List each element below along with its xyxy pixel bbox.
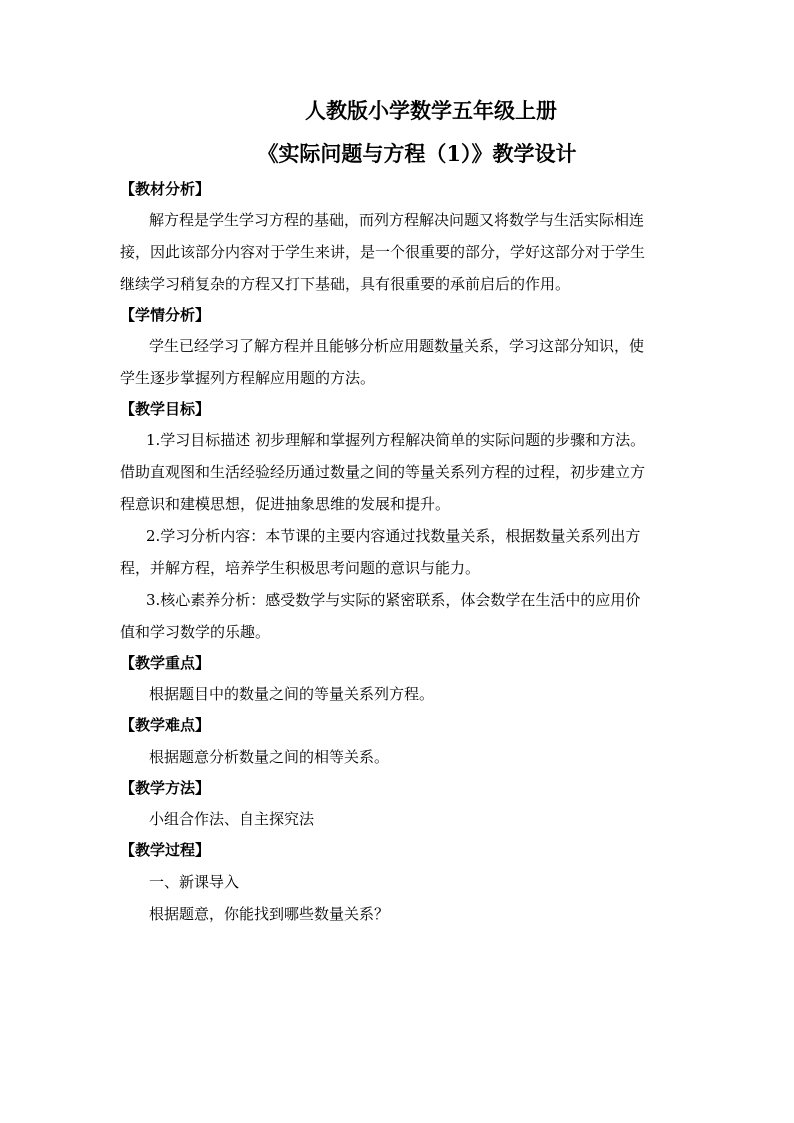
paragraph-line: 根据题意，你能找到哪些数量关系？ [149, 905, 390, 923]
paragraph-line: 程意识和建模思想，促进抽象思维的发展和提升。 [120, 495, 451, 513]
paragraph-line: 值和学习数学的乐趣。 [120, 623, 271, 641]
paragraph-line: 学生已经学习了解方程并且能够分析应用题数量关系，学习这部分知识，使 [149, 337, 645, 355]
section-heading-difficulties: 【教学难点】 [120, 716, 211, 734]
document-title-line-1: 人教版小学数学五年级上册 [305, 98, 557, 123]
paragraph-line: 根据题目中的数量之间的等量关系列方程。 [149, 685, 435, 703]
section-heading-teaching-goals: 【教学目标】 [120, 400, 211, 418]
paragraph-line: 1.学习目标描述 初步理解和掌握列方程解决简单的实际问题的步骤和方法。 [146, 431, 646, 449]
paragraph-line: 学生逐步掌握列方程解应用题的方法。 [120, 369, 376, 387]
paragraph-line: 接，因此该部分内容对于学生来讲，是一个很重要的部分，学好这部分对于学生 [120, 243, 646, 261]
document-title-line-2: 《实际问题与方程（1）》教学设计 [257, 141, 577, 166]
section-heading-methods: 【教学方法】 [120, 779, 211, 797]
paragraph-line: 小组合作法、自主探究法 [149, 810, 315, 828]
paragraph-line: 一、新课导入 [149, 873, 240, 891]
section-heading-textbook-analysis: 【教材分析】 [120, 180, 211, 198]
paragraph-line: 程，并解方程，培养学生积极思考问题的意识与能力。 [120, 559, 481, 577]
section-heading-student-analysis: 【学情分析】 [120, 306, 211, 324]
paragraph-line: 借助直观图和生活经验经历通过数量之间的等量关系列方程的过程，初步建立方 [120, 463, 646, 481]
paragraph-line: 3.核心素养分析：感受数学与实际的紧密联系，体会数学在生活中的应用价 [146, 591, 641, 609]
paragraph-line: 根据题意分析数量之间的相等关系。 [149, 748, 390, 766]
paragraph-line: 2.学习分析内容：本节课的主要内容通过找数量关系，根据数量关系列出方 [146, 527, 641, 545]
paragraph-line: 继续学习稍复杂的方程又打下基础，具有很重要的承前启后的作用。 [120, 275, 571, 293]
section-heading-key-points: 【教学重点】 [120, 654, 211, 672]
section-heading-process: 【教学过程】 [120, 841, 211, 859]
paragraph-line: 解方程是学生学习方程的基础，而列方程解决问题又将数学与生活实际相连 [149, 211, 645, 229]
